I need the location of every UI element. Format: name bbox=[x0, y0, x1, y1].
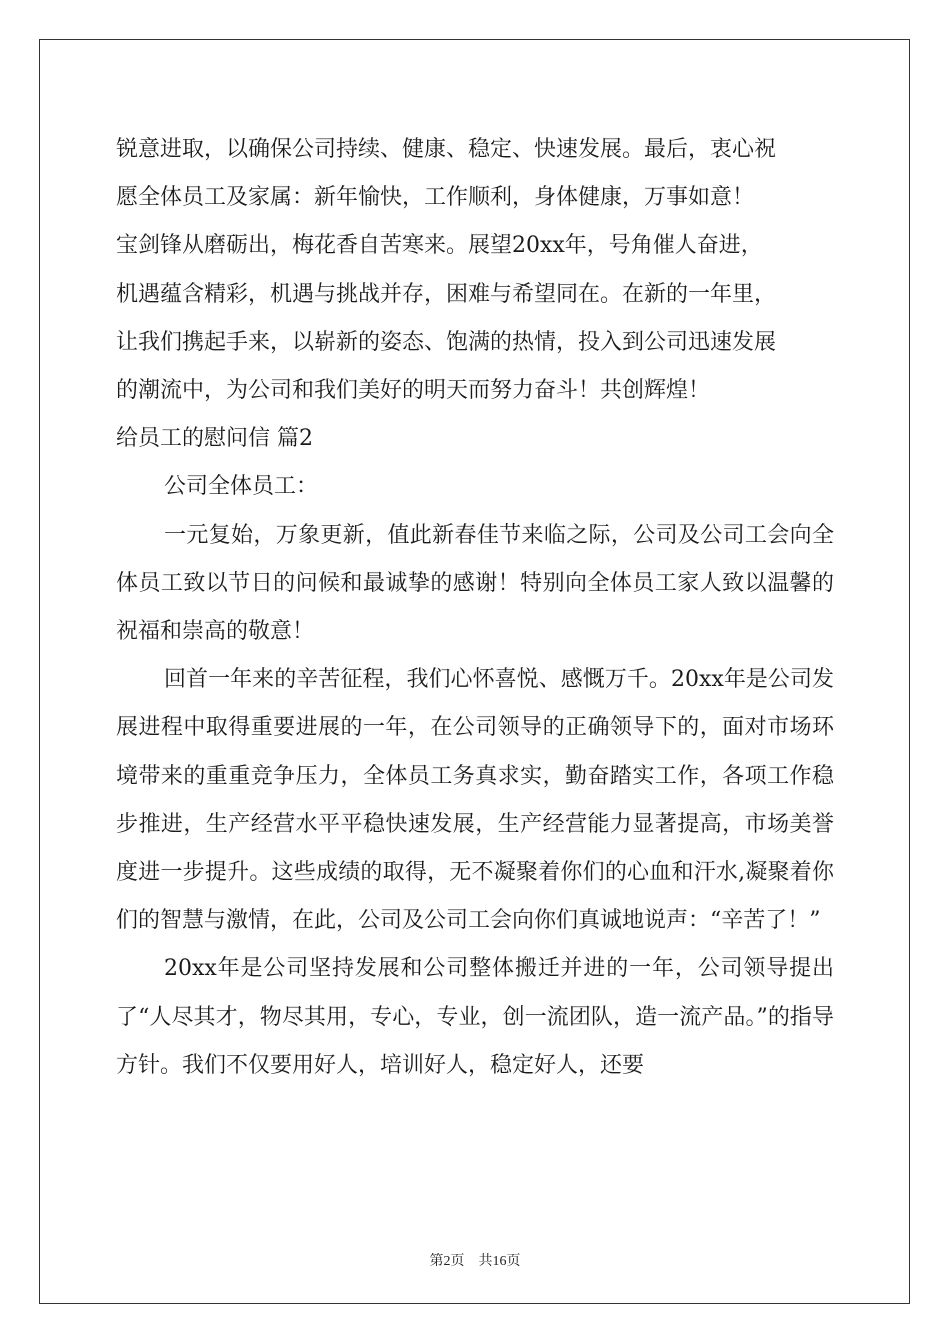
text-line: 让我们携起手来，以崭新的姿态、饱满的热情，投入到公司迅速发展 bbox=[116, 329, 777, 355]
text-line: 锐意进取，以确保公司持续、健康、稳定、快速发展。最后，衷心祝 bbox=[116, 137, 777, 162]
document-body bbox=[116, 126, 834, 1090]
page-number: 第2页 bbox=[429, 1254, 465, 1269]
paragraph: 回首一年来的辛苦征程，我们心怀喜悦、感慨万千。20xx年是公司发展进程中取得重要进展的一年，在公司领导的正确领导下的，面对市场环境带来的重重竞争压力，全体员工务真求实，勤奋踏实工作，各项工作稳步推进，生产经营水平平稳快速发展，生产经营能力显著提高，市场美誉度进一步提升。这些成绩的取得，无不凝聚着你们的心血和汗水,凝聚着你们的智慧与激情，在此，公司及公司工会向你们真诚地说声：“辛苦了！” bbox=[116, 667, 834, 934]
page-total: 共16页 bbox=[478, 1254, 521, 1269]
page-footer bbox=[0, 1250, 950, 1270]
paragraph: 一元复始，万象更新，值此新春佳节来临之际，公司及公司工会向全体员工致以节日的问候和最诚挚的感谢！特别向全体员工家人致以温馨的祝福和崇高的敬意！ bbox=[116, 522, 834, 644]
section-title: 给员工的慰问信 篇2 bbox=[116, 426, 313, 452]
salutation: 公司全体员工： bbox=[164, 474, 319, 500]
text-line: 宝剑锋从磨砺出，梅花香自苦寒来。展望20xx年，号角催人奋进， bbox=[116, 233, 763, 259]
paragraph: 20xx年是公司坚持发展和公司整体搬迁并进的一年，公司领导提出了“人尽其才，物尽其用，专心，专业，创一流团队，造一流产品。”的指导方针。我们不仅要用好人，培训好人，稳定好人，还要 bbox=[116, 956, 834, 1078]
text-line: 的潮流中，为公司和我们美好的明天而努力奋斗！共创辉煌！ bbox=[116, 377, 711, 403]
text-line: 愿全体员工及家属：新年愉快，工作顺利，身体健康，万事如意！ bbox=[116, 185, 755, 211]
text-line: 机遇蕴含精彩，机遇与挑战并存，困难与希望同在。在新的一年里， bbox=[116, 281, 777, 307]
